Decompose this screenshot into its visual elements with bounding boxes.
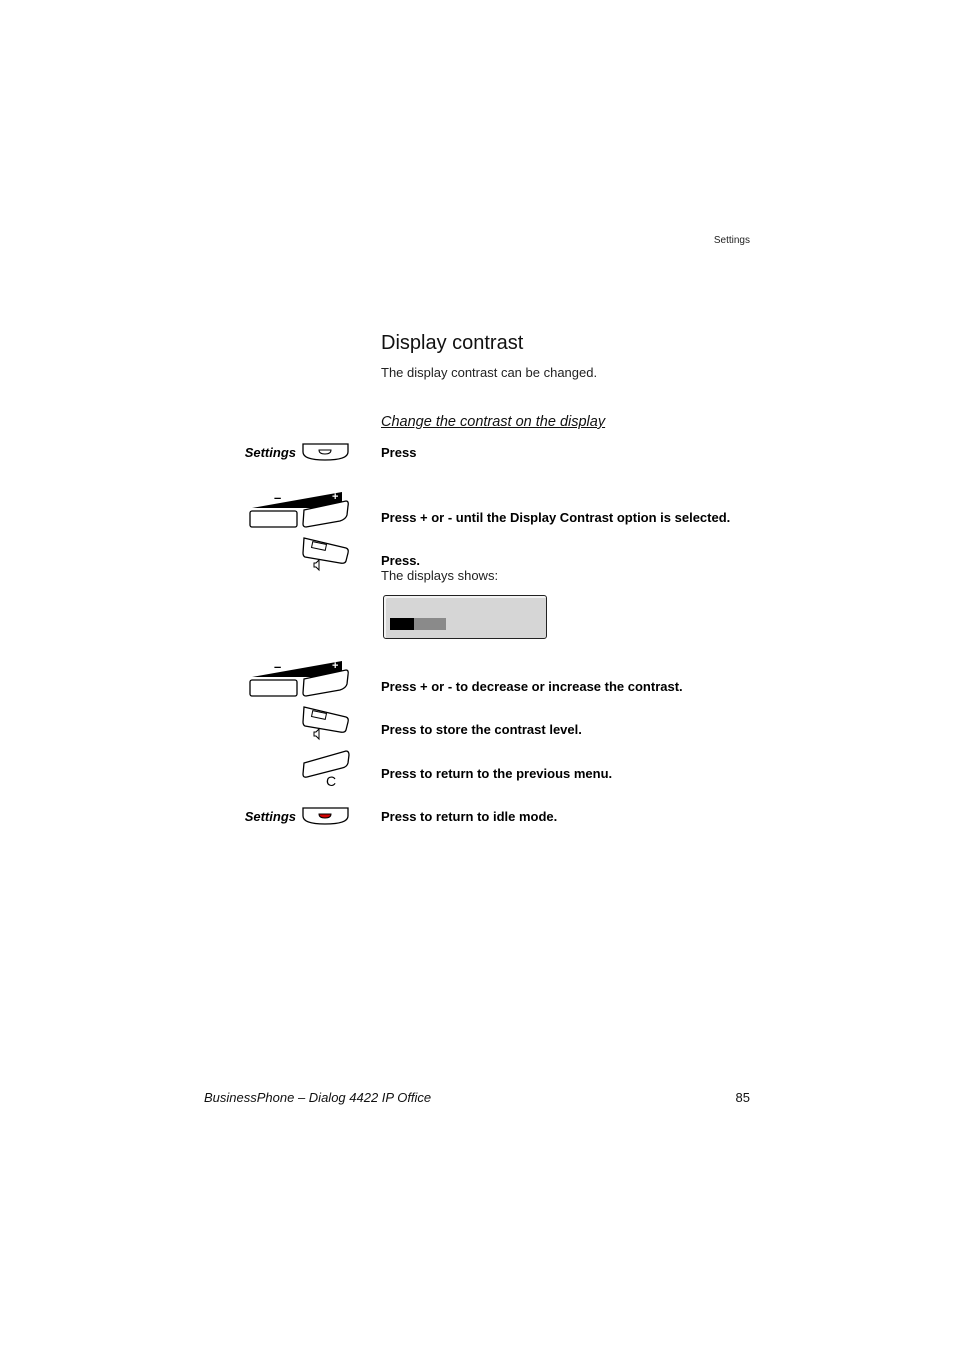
settings-key-label: Settings <box>244 809 296 824</box>
step-3-instruction: Press. <box>381 553 421 568</box>
soft-key-red-icon <box>302 806 350 826</box>
step-3-note: The displays shows: <box>381 568 499 583</box>
footer-document-title: BusinessPhone – Dialog 4422 IP Office <box>204 1090 432 1105</box>
plus-sign: + <box>332 660 339 672</box>
contrast-level-fill <box>390 618 414 630</box>
section-subheading: Change the contrast on the display <box>381 414 606 430</box>
speaker-key-icon <box>302 536 350 574</box>
minus-sign: – <box>274 659 282 674</box>
minus-sign: – <box>274 490 282 505</box>
phone-display-screen <box>383 595 547 639</box>
page-number: 85 <box>735 1090 750 1105</box>
clear-key-char: C <box>326 773 337 789</box>
step-5-instruction: Press to store the contrast level. <box>381 722 582 737</box>
step-2-instruction: Press + or - until the Display Contrast option is selected. <box>381 510 731 525</box>
contrast-level-bar <box>390 618 446 630</box>
soft-key-icon <box>302 442 350 462</box>
speaker-key-icon <box>302 705 350 743</box>
clear-key-icon <box>302 749 350 789</box>
volume-minus-plus-keys-icon <box>248 484 350 530</box>
settings-key-label: Settings <box>244 445 296 460</box>
running-header: Settings <box>713 235 750 246</box>
plus-sign: + <box>332 491 339 503</box>
step-4-instruction: Press + or - to decrease or increase the contrast. <box>381 679 683 694</box>
step-7-instruction: Press to return to idle mode. <box>381 809 558 824</box>
intro-text: The display contrast can be changed. <box>381 365 598 380</box>
step-6-instruction: Press to return to the previous menu. <box>381 766 613 781</box>
volume-minus-plus-keys-icon <box>248 653 350 699</box>
page-title: Display contrast <box>381 332 524 354</box>
step-1-instruction: Press <box>381 445 417 460</box>
